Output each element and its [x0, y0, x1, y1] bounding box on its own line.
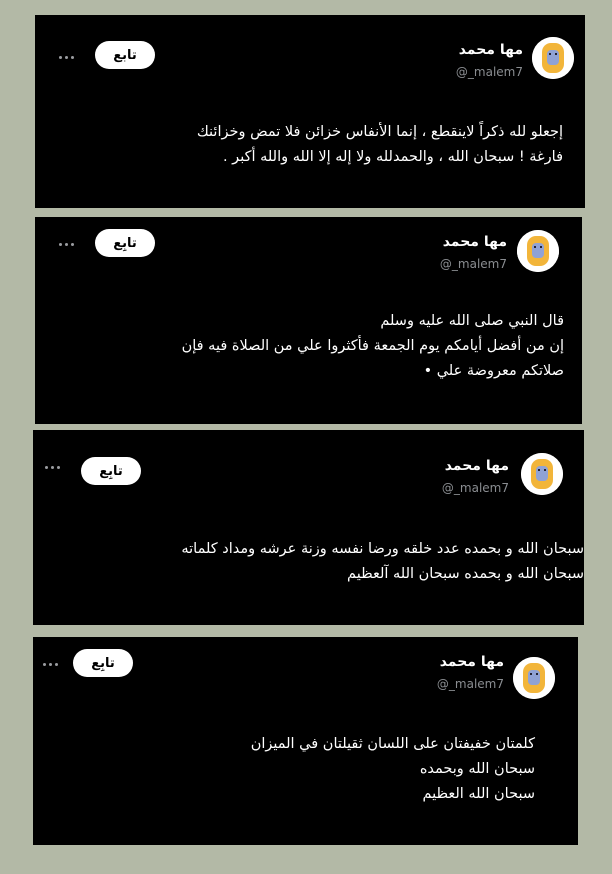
tweet-line: إن من أفضل أيامكم يوم الجمعة فأكثروا علي من الصلاة فيه فإن	[181, 338, 564, 354]
tweet-line: سبحان الله وبحمده	[419, 761, 535, 777]
follow-button[interactable]: تابِع	[95, 229, 155, 257]
tweet-line: سبحان الله و بحمده عدد خلقه ورضا نفسه وزنة عرشه ومداد كلماته	[181, 541, 584, 557]
avatar-icon[interactable]	[513, 657, 555, 699]
tweet-card[interactable]	[35, 15, 585, 208]
more-dots-icon[interactable]	[37, 658, 63, 670]
follow-button[interactable]: تابع	[95, 41, 155, 69]
author-handle: @_malem7	[436, 677, 504, 691]
tweet-text	[182, 309, 564, 384]
tweet-line: فارغة ! سبحان الله ، والحمدلله ولا إله إلا الله والله أكبر .	[222, 149, 563, 165]
more-dots-icon[interactable]	[53, 51, 79, 63]
author-handle: @_malem7	[455, 65, 523, 79]
more-dots-icon[interactable]	[53, 238, 79, 250]
author-name[interactable]: مها محمد	[439, 654, 504, 670]
author-handle: @_malem7	[439, 257, 507, 271]
tweet-line: سبحان الله و بحمده سبحان الله آلعظيم	[347, 566, 584, 582]
tweet-text	[181, 537, 584, 587]
avatar-icon[interactable]	[532, 37, 574, 79]
tweet-text	[197, 120, 563, 170]
more-dots-icon[interactable]	[39, 461, 65, 473]
avatar-icon[interactable]	[517, 230, 559, 272]
tweet-card[interactable]	[33, 637, 578, 845]
tweet-line: قال النبي صلى الله عليه وسلم	[380, 313, 564, 329]
follow-button[interactable]: تابِع	[81, 457, 141, 485]
avatar-icon[interactable]	[521, 453, 563, 495]
author-handle: @_malem7	[441, 481, 509, 495]
tweet-line: صلاتكم معروضة علي •	[423, 363, 564, 379]
follow-button[interactable]: تابِع	[73, 649, 133, 677]
author-name[interactable]: مها محمد	[442, 234, 507, 250]
author-name[interactable]: مها محمد	[458, 42, 523, 58]
tweet-line: كلمتان خفيفتان على اللسان ثقيلتان في الميزان	[250, 736, 535, 752]
tweet-card[interactable]	[33, 430, 584, 625]
tweet-line: سبحان الله العظيم	[422, 786, 535, 802]
author-name[interactable]: مها محمد	[444, 458, 509, 474]
tweet-text	[251, 732, 535, 807]
tweet-card[interactable]	[35, 217, 582, 424]
tweet-line: إجعلو لله ذكراً لاينقطع ، إنما الأنفاس خزائن فلا تمض وخزائنك	[196, 124, 563, 140]
